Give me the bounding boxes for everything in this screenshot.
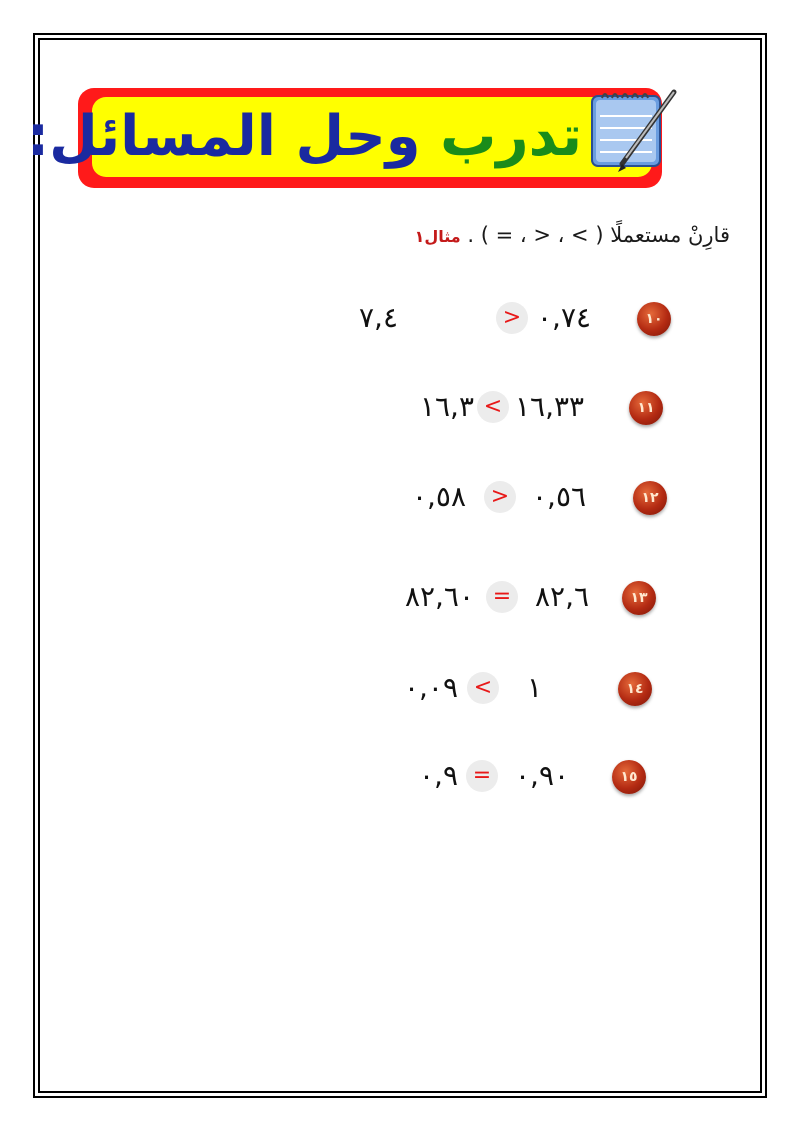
exercise-row bbox=[0, 668, 800, 708]
right-value: ٨٢,٦ bbox=[535, 580, 590, 613]
page-border-inner bbox=[38, 38, 762, 1093]
left-value: ٠,٩ bbox=[419, 759, 458, 792]
exercise-row bbox=[0, 387, 800, 427]
right-value: ٠,٥٦ bbox=[532, 480, 587, 513]
exercise-row bbox=[0, 756, 800, 796]
example-reference: مثال١ bbox=[414, 227, 461, 246]
banner-title-part1: تدرب bbox=[440, 104, 582, 169]
right-value: ١٦,٣٣ bbox=[515, 390, 585, 423]
comparison-symbol: > bbox=[484, 481, 516, 513]
comparison-symbol: < bbox=[477, 391, 509, 423]
right-value: ٠,٩٠ bbox=[515, 759, 570, 792]
comparison-symbol: = bbox=[466, 760, 498, 792]
right-value: ٠,٧٤ bbox=[537, 301, 592, 334]
exercise-number-badge: ١٢ bbox=[633, 481, 667, 515]
exercise-number-badge: ١٤ bbox=[618, 672, 652, 706]
exercise-number-badge: ١٥ bbox=[612, 760, 646, 794]
comparison-symbol: > bbox=[496, 302, 528, 334]
left-value: ٧,٤ bbox=[359, 301, 398, 334]
exercise-number-badge: ١١ bbox=[629, 391, 663, 425]
exercise-number-badge: ١٣ bbox=[622, 581, 656, 615]
comparison-symbol: < bbox=[467, 672, 499, 704]
exercise-row bbox=[0, 477, 800, 517]
exercise-row bbox=[0, 577, 800, 617]
left-value: ٠,٠٩ bbox=[403, 671, 458, 704]
left-value: ١٦,٣ bbox=[419, 390, 474, 423]
banner-title-part2: وحل المسائل: bbox=[26, 104, 421, 169]
left-value: ٠,٥٨ bbox=[411, 480, 466, 513]
right-value: ١ bbox=[527, 671, 543, 704]
left-value: ٨٢,٦٠ bbox=[404, 580, 474, 613]
instruction-main: قارِنْ مستعملًا ( > ، < ، = ) . bbox=[467, 223, 730, 247]
instruction-text bbox=[415, 223, 730, 247]
comparison-symbol: = bbox=[486, 581, 518, 613]
exercise-row bbox=[0, 298, 800, 338]
exercise-number-badge: ١٠ bbox=[637, 302, 671, 336]
notebook-pencil-icon bbox=[582, 82, 682, 174]
banner-title bbox=[26, 97, 582, 177]
